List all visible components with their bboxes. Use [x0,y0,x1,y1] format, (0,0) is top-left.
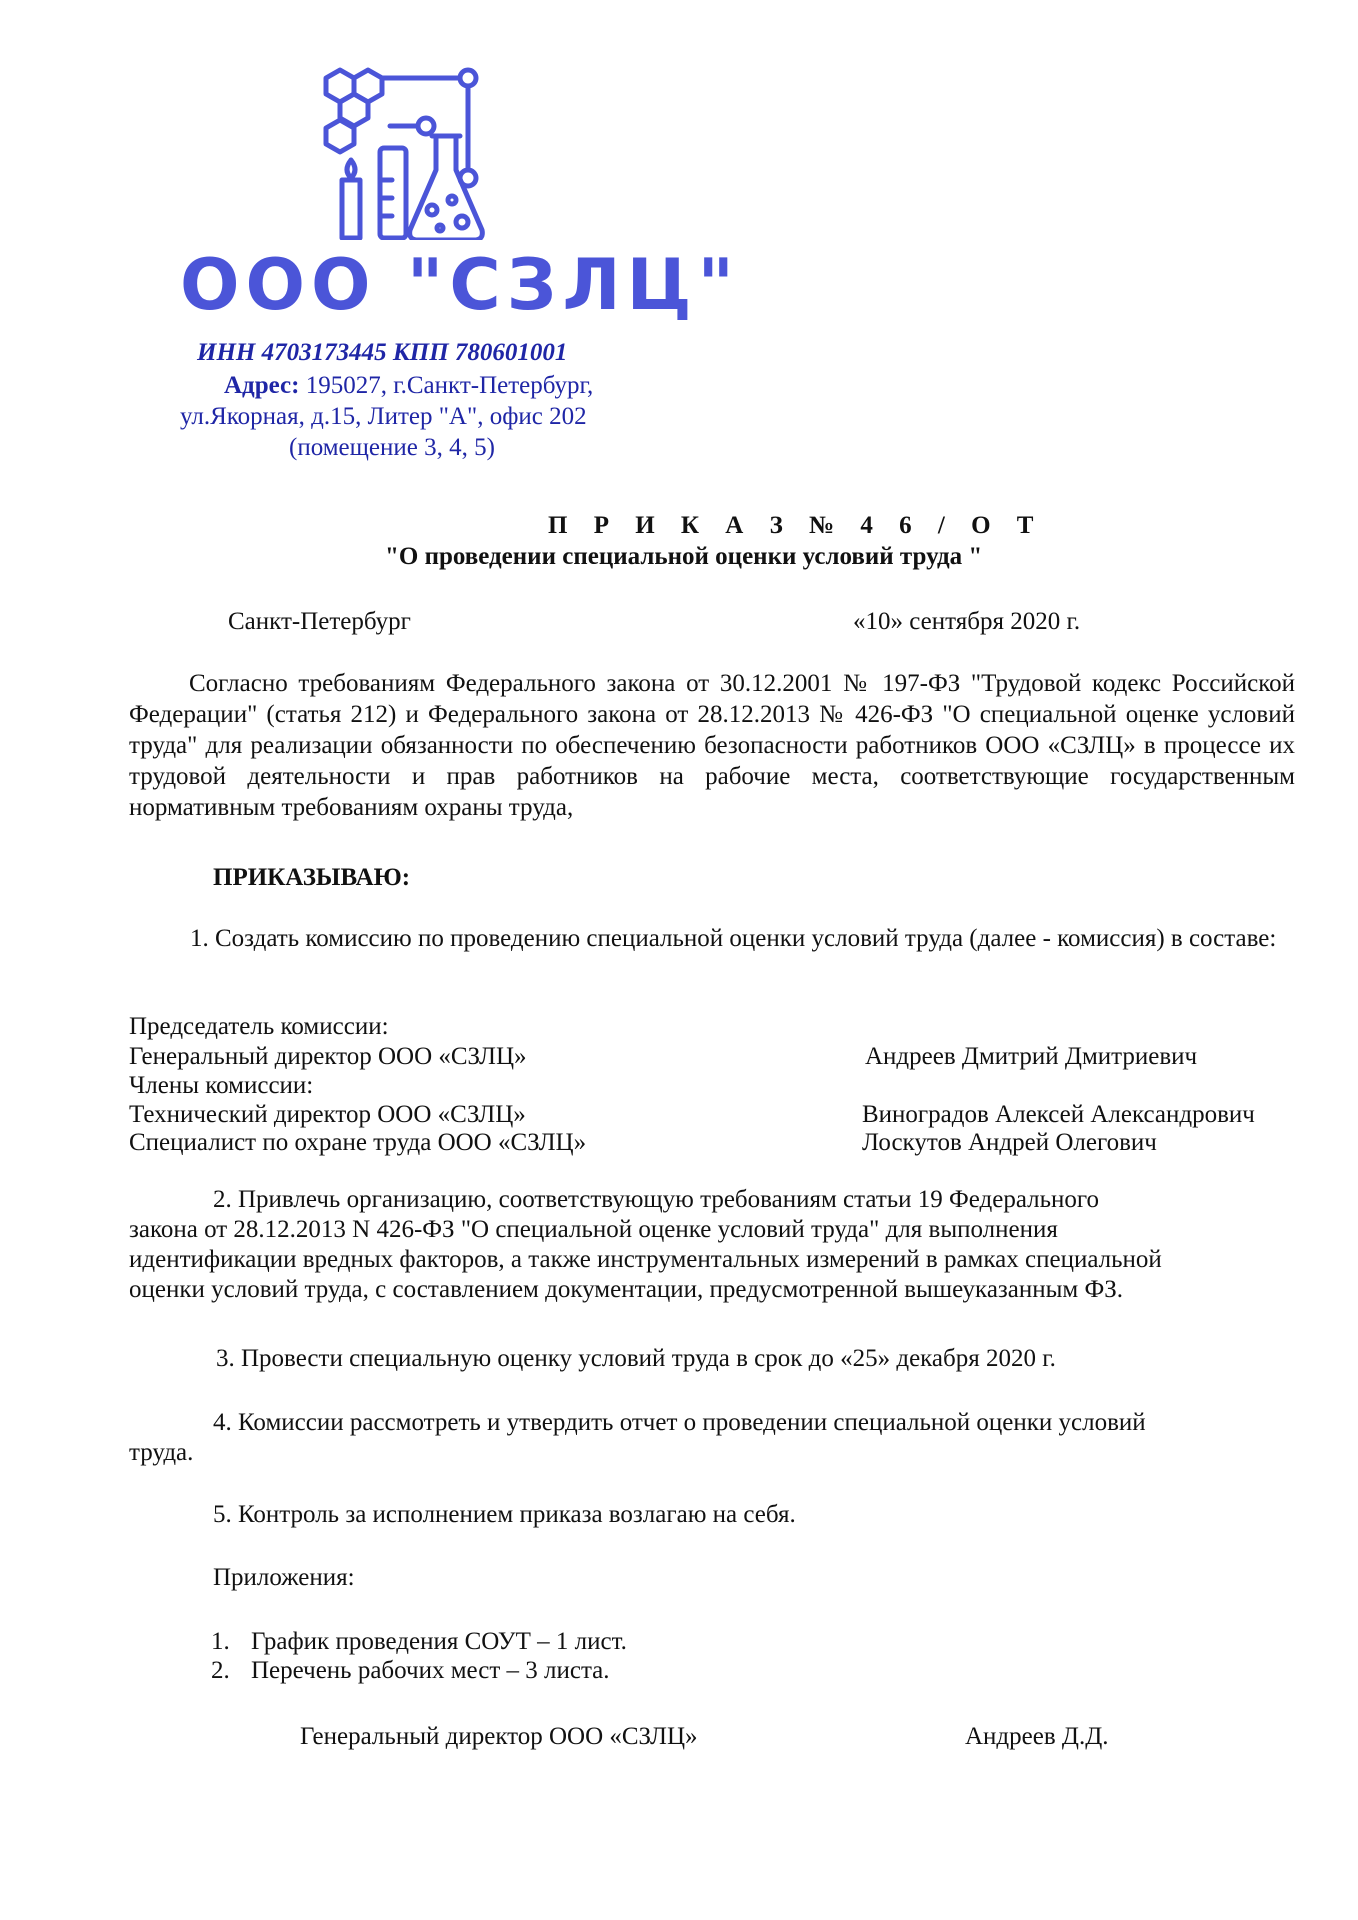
order-item-4-line1: 4. Комиссии рассмотреть и утвердить отчет о проведении специальной оценки условий [213,1409,1146,1436]
company-address-line1 [224,370,593,401]
order-item-3: 3. Провести специальную оценку условий труда в срок до «25» декабря 2020 г. [216,1345,1056,1372]
attachment-number: 2. [211,1657,230,1684]
order-item-2-line4: оценки условий труда, с составлением документации, предусмотренной вышеуказанным ФЗ. [129,1276,1124,1303]
member-2-position: Специалист по охране труда ООО «СЗЛЦ» [129,1129,587,1156]
company-logo-text: ООО "СЗЛЦ" [180,244,741,326]
address-label: Адрес: [224,372,300,399]
member-2-name: Лоскутов Андрей Олегович [862,1129,1157,1156]
attachment-number: 1. [211,1628,230,1655]
member-1-position: Технический директор ООО «СЗЛЦ» [129,1101,526,1128]
chairman-label: Председатель комиссии: [129,1013,389,1040]
company-address-line2: ул.Якорная, д.15, Литер "А", офис 202 [180,403,587,430]
chairman-name: Андреев Дмитрий Дмитриевич [865,1043,1198,1070]
member-1-name: Виноградов Алексей Александрович [862,1101,1255,1128]
order-command: ПРИКАЗЫВАЮ: [213,864,411,891]
attachments-label: Приложения: [213,1564,355,1591]
order-item-2-line3: идентификации вредных факторов, а также инструментальных измерений в рамках специальной [129,1246,1162,1273]
members-label: Члены комиссии: [129,1072,314,1099]
laboratory-flask-icon [170,60,500,240]
signature-position: Генеральный директор ООО «СЗЛЦ» [300,1723,698,1750]
order-item-2-line1: 2. Привлечь организацию, соответствующую требованиям статьи 19 Федерального [213,1186,1100,1213]
order-subtitle: "О проведении специальной оценки условий труда " [385,543,983,570]
order-title: П Р И К А З № 4 6 / О Т [548,512,1044,539]
company-address-line3: (помещение 3, 4, 5) [289,434,495,461]
attachment-text: График проведения СОУТ – 1 лист. [251,1628,627,1655]
attachment-text: Перечень рабочих мест – 3 листа. [251,1657,610,1684]
address-text: 195027, г.Санкт-Петербург, [299,372,594,399]
order-preamble: Согласно требованиям Федерального закона от 30.12.2001 № 197-ФЗ "Трудовой кодекс Российской Федерации" (статья 212) и Федерального закона от 28.12.2013 № 426-ФЗ "О специальной оценке условий труда" для реализации обязанности по обеспечению безопасности работников ООО «СЗЛЦ» в процессе их трудовой деятельности и прав работников на рабочие места, соответствующие государственным нормативным требованиям охраны труда, [129,670,1295,821]
order-item-5: 5. Контроль за исполнением приказа возлагаю на себя. [213,1501,796,1528]
signature-name: Андреев Д.Д. [965,1723,1109,1750]
order-city: Санкт-Петербург [228,608,411,635]
order-date: «10» сентября 2020 г. [853,608,1081,635]
order-item-4-line2: труда. [129,1439,194,1466]
company-requisites: ИНН 4703173445 КПП 780601001 [197,339,568,366]
order-item-1: 1. Создать комиссию по проведению специальной оценки условий труда (далее - комиссия) в составе: [190,925,1277,952]
order-item-2-line2: закона от 28.12.2013 N 426-ФЗ "О специальной оценке условий труда" для выполнения [129,1216,1058,1243]
chairman-position: Генеральный директор ООО «СЗЛЦ» [129,1043,527,1070]
attachment-item [211,1656,610,1686]
company-logo [170,60,500,245]
attachment-item [211,1627,627,1657]
